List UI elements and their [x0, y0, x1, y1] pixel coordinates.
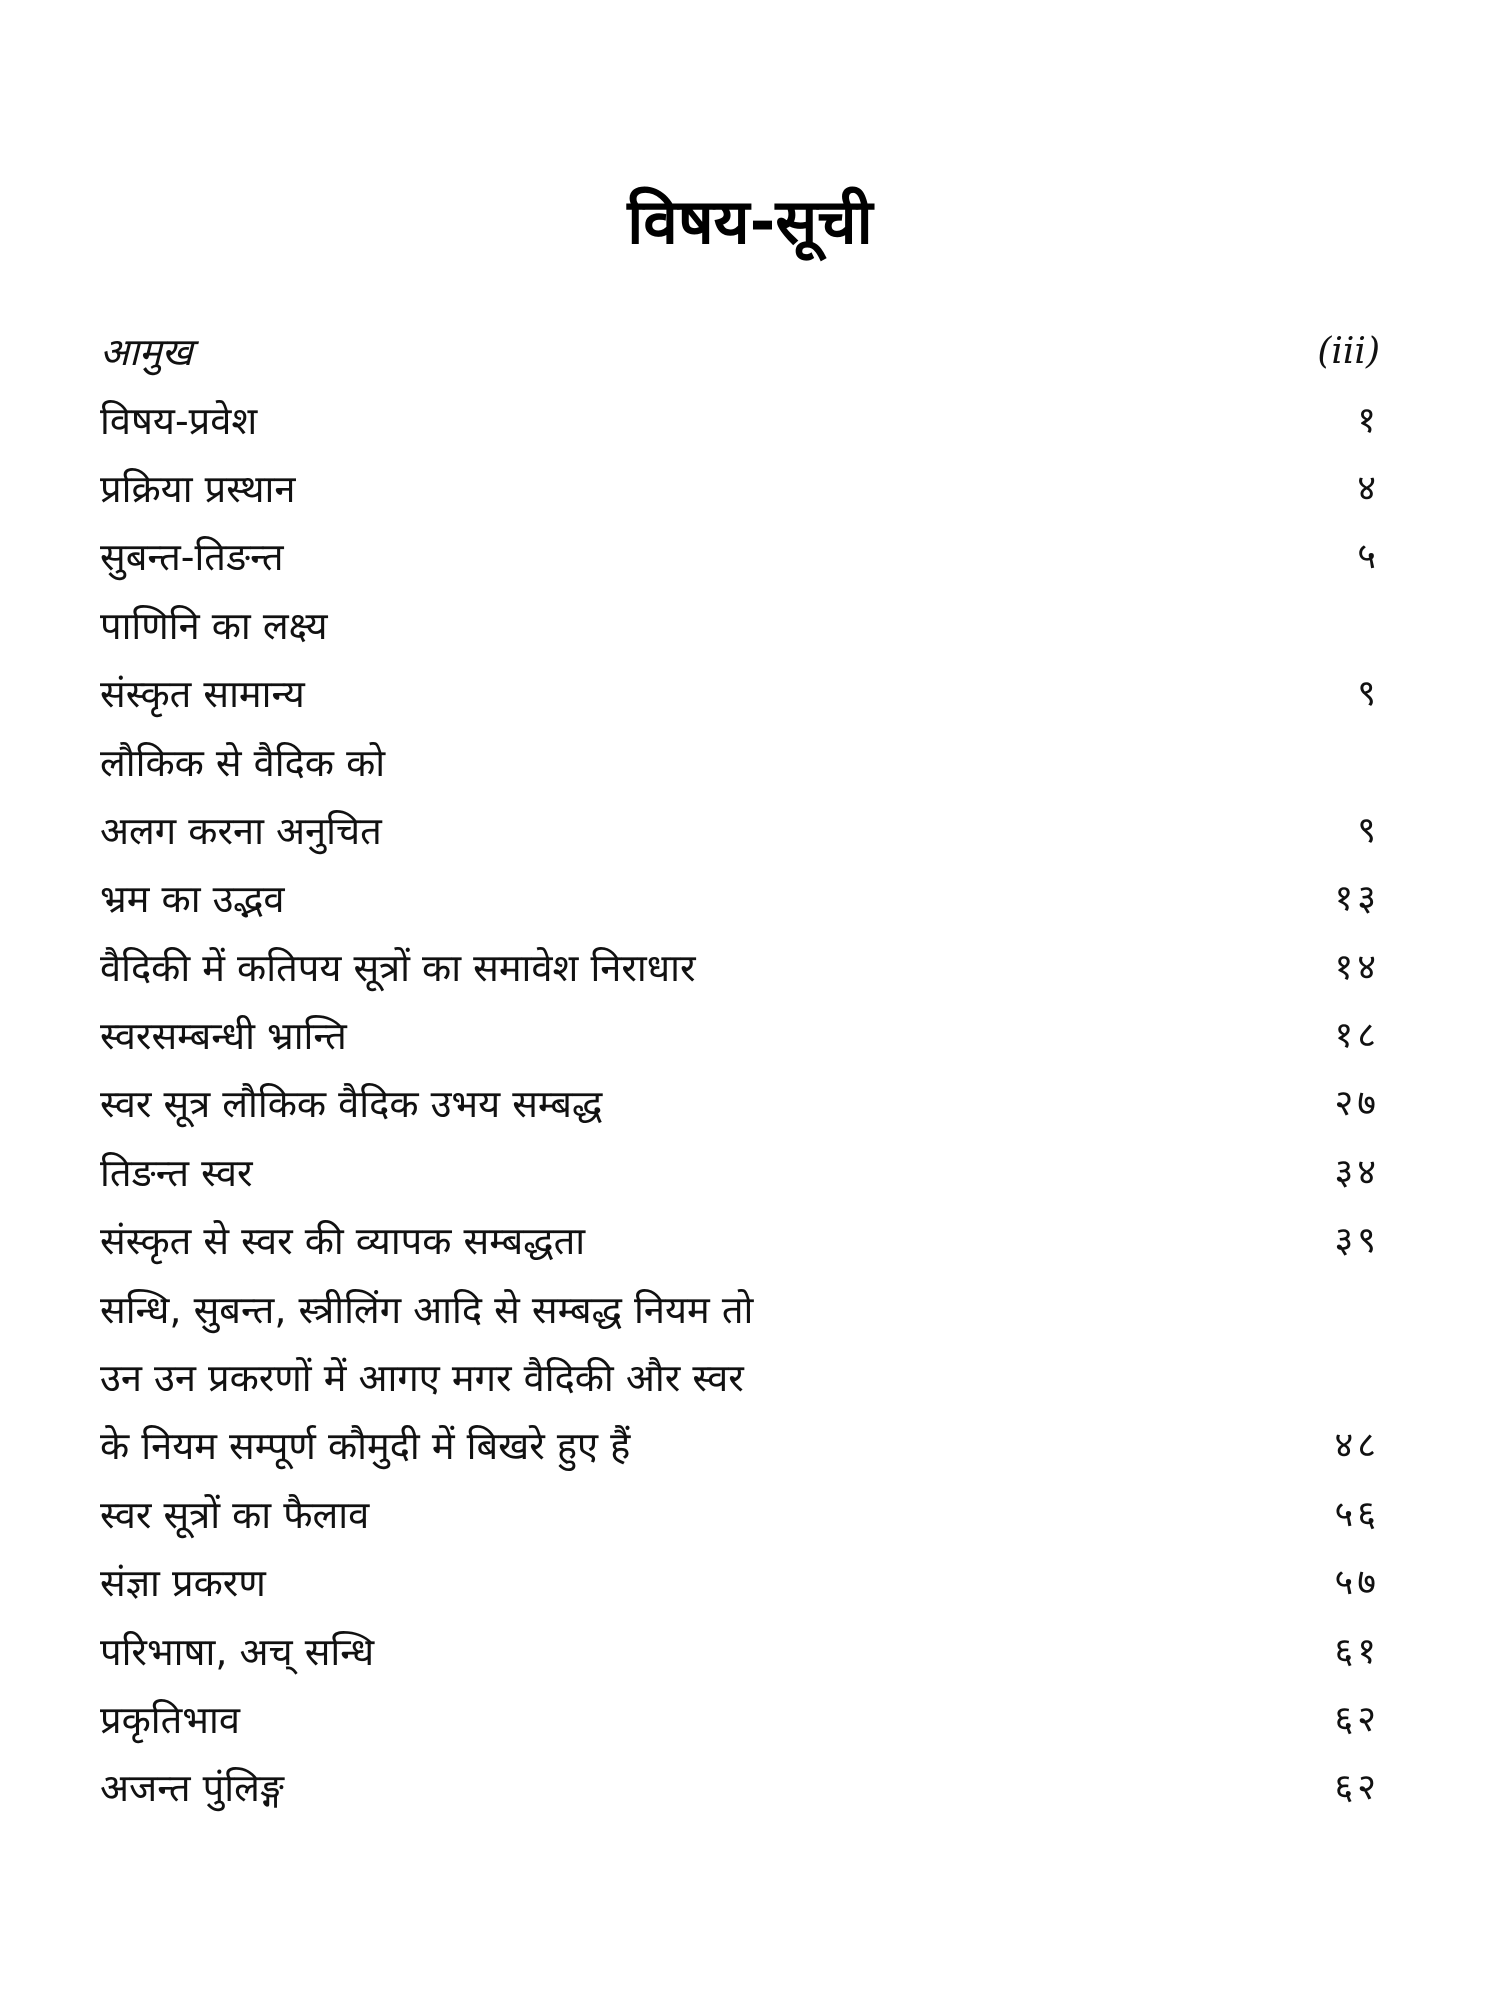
toc-entry-page: (iii) [1317, 331, 1380, 373]
toc-entry [100, 1754, 1380, 1822]
toc-entry [100, 1275, 1380, 1343]
toc-entry [100, 592, 1380, 660]
toc-entry-page: १८ [1334, 1015, 1380, 1057]
toc-entry-title: लौकिक से वैदिक को [100, 740, 386, 785]
toc-entry-title: भ्रम का उद्भव [100, 877, 285, 922]
toc-entry-page: ३९ [1334, 1220, 1380, 1262]
toc-entry-title: के नियम सम्पूर्ण कौमुदी में बिखरे हुए हैं [100, 1424, 631, 1469]
toc-entry-page: ३४ [1334, 1151, 1380, 1193]
toc-entry-title: आमुख [100, 330, 193, 375]
toc-entry-title: परिभाषा, अच् सन्धि [100, 1629, 375, 1674]
toc-entry [100, 1686, 1380, 1754]
toc-entry [100, 660, 1380, 728]
page-title: विषय-सूची [627, 184, 873, 258]
toc-entry-title: सुबन्त-तिङन्त [100, 535, 284, 580]
toc-entry [100, 318, 1380, 386]
toc-entry-title: प्रक्रिया प्रस्थान [100, 466, 296, 511]
toc-entry [100, 865, 1380, 933]
toc-entry-page: ६२ [1334, 1767, 1380, 1809]
toc-entry [100, 1344, 1380, 1412]
toc-entry-page: ५७ [1334, 1562, 1380, 1604]
toc-entry-page: २७ [1334, 1083, 1380, 1125]
toc-entry [100, 523, 1380, 591]
toc-entry-page: ४ [1357, 467, 1380, 509]
toc-entry-title: पाणिनि का लक्ष्य [100, 603, 328, 648]
toc-entry-page: ९ [1357, 673, 1380, 715]
toc-entry-title: संज्ञा प्रकरण [100, 1561, 266, 1606]
toc-entry-title: तिङन्त स्वर [100, 1150, 253, 1195]
toc-entry [100, 934, 1380, 1002]
toc-entry [100, 455, 1380, 523]
toc-entry [100, 1002, 1380, 1070]
toc-entry-title: वैदिकी में कतिपय सूत्रों का समावेश निराधार [100, 945, 696, 990]
toc-entry-title: संस्कृत से स्वर की व्यापक सम्बद्धता [100, 1219, 586, 1264]
toc-entry-page: ५ [1357, 536, 1380, 578]
toc-entry-page: १ [1357, 399, 1380, 441]
table-of-contents [100, 318, 1380, 1823]
toc-entry-page: ९ [1357, 809, 1380, 851]
toc-entry-page: ४८ [1334, 1425, 1380, 1467]
toc-entry [100, 1549, 1380, 1617]
toc-entry-title: स्वर सूत्रों का फैलाव [100, 1492, 370, 1537]
toc-entry [100, 1412, 1380, 1480]
toc-entry-page: ६१ [1334, 1630, 1380, 1672]
toc-entry [100, 1139, 1380, 1207]
toc-entry-page: १३ [1334, 878, 1380, 920]
toc-entry-page: १४ [1334, 946, 1380, 988]
toc-entry [100, 1617, 1380, 1685]
toc-entry [100, 1207, 1380, 1275]
toc-entry [100, 797, 1380, 865]
toc-entry [100, 1070, 1380, 1138]
toc-entry-title: सन्धि, सुबन्त, स्त्रीलिंग आदि से सम्बद्ध नियम तो [100, 1287, 754, 1332]
toc-entry-title: अलग करना अनुचित [100, 808, 382, 853]
toc-entry-title: स्वरसम्बन्धी भ्रान्ति [100, 1014, 347, 1059]
toc-entry-title: संस्कृत सामान्य [100, 672, 305, 717]
toc-entry-title: उन उन प्रकरणों में आगए मगर वैदिकी और स्वर [100, 1356, 744, 1401]
toc-entry [100, 728, 1380, 796]
toc-entry-page: ५६ [1334, 1493, 1380, 1535]
toc-entry [100, 1481, 1380, 1549]
toc-entry-title: प्रकृतिभाव [100, 1698, 240, 1742]
toc-entry-title: अजन्त पुंलिङ्ग [100, 1766, 284, 1811]
toc-entry-page: ६२ [1334, 1699, 1380, 1740]
toc-entry [100, 386, 1380, 454]
toc-entry-title: स्वर सूत्र लौकिक वैदिक उभय सम्बद्ध [100, 1082, 603, 1127]
toc-entry-title: विषय-प्रवेश [100, 398, 258, 443]
